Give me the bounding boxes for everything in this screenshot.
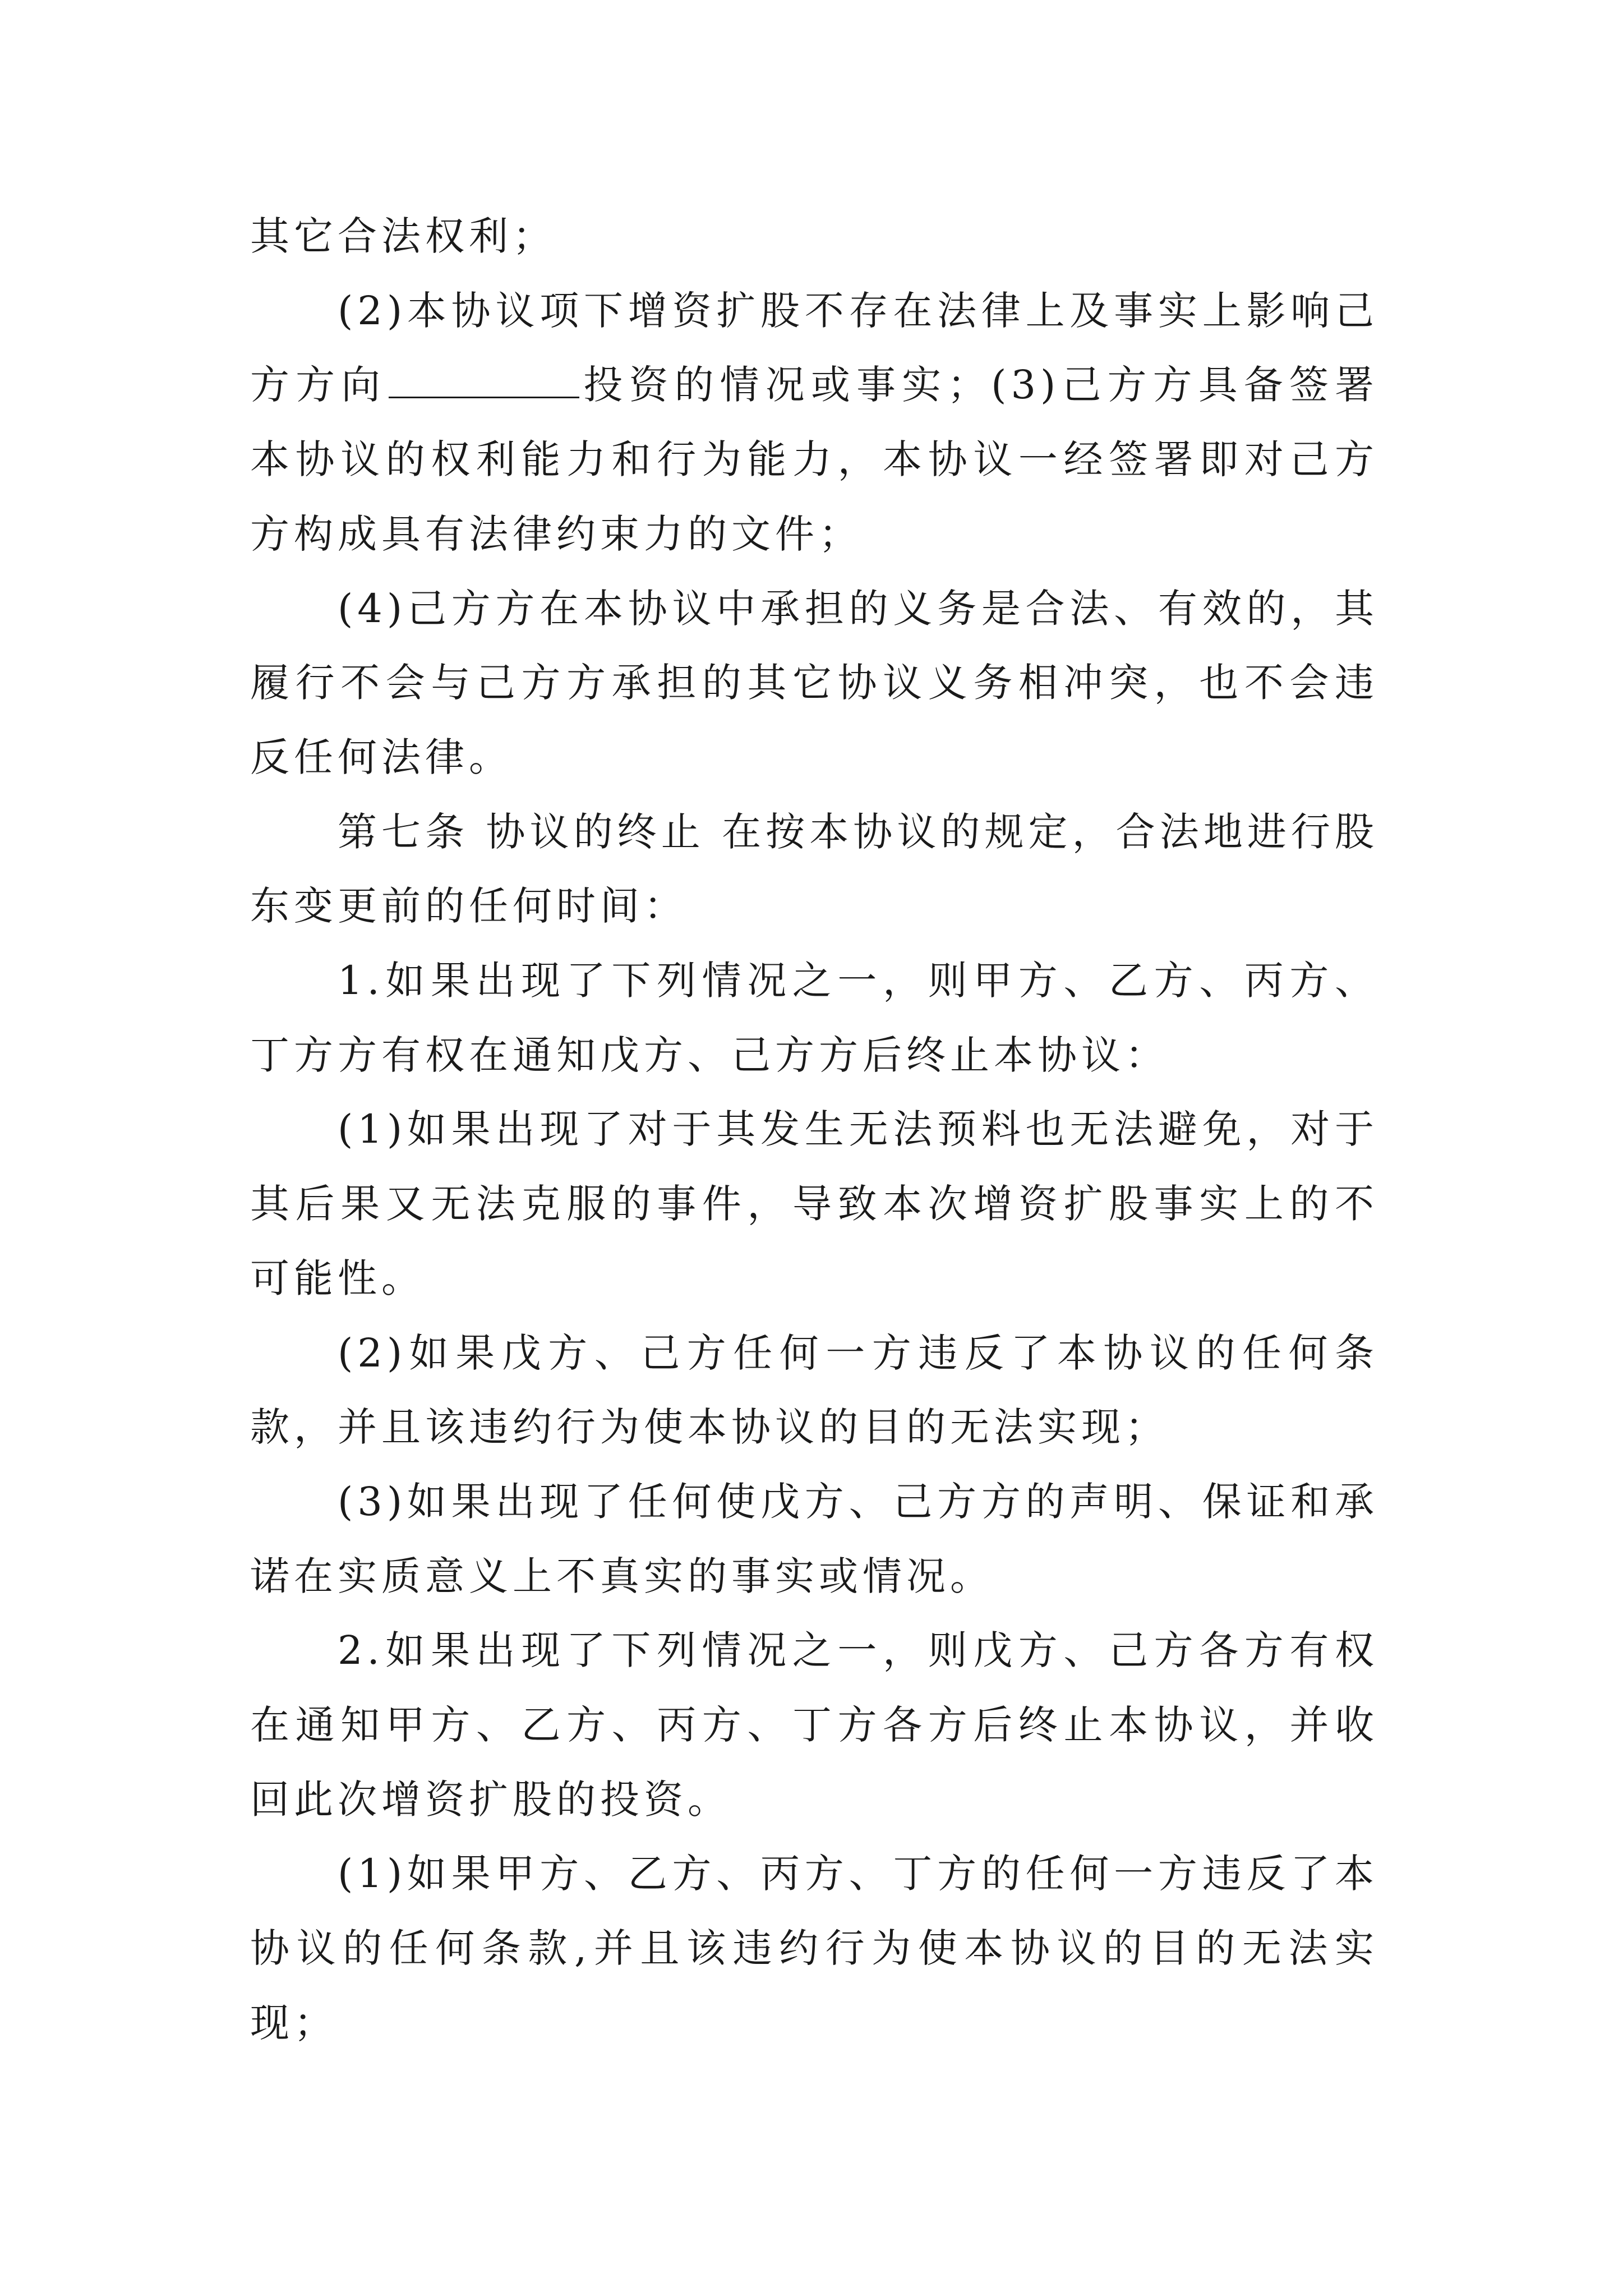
paragraph: 1.如果出现了下列情况之一，则甲方、乙方、丙方、丁方方有权在通知戊方、己方方后终止本协议： — [250, 958, 1378, 1078]
paragraph-text: (2)本协议项下增资扩股不存在法律上及事实上影响己方方向 — [250, 287, 1378, 408]
paragraph — [250, 274, 1378, 572]
paragraph: (3)如果出现了任何使戊方、己方方的声明、保证和承诺在实质意义上不真实的事实或情况。 — [250, 1478, 1378, 1599]
paragraph: 其它合法权利； — [250, 213, 556, 259]
paragraph: (2)如果戊方、己方任何一方违反了本协议的任何条款，并且该违约行为使本协议的目的无法实现； — [250, 1329, 1378, 1451]
paragraph: (4)己方方在本协议中承担的义务是合法、有效的，其履行不会与己方方承担的其它协议义务相冲突，也不会违反任何法律。 — [250, 585, 1378, 780]
paragraph: (1)如果甲方、乙方、丙方、丁方的任何一方违反了本协议的任何条款,并且该违约行为使本协议的目的无法实现； — [250, 1851, 1378, 2046]
fill-in-blank — [389, 364, 579, 398]
article-heading-paragraph: 第七条 协议的终止 在按本协议的规定，合法地进行股东变更前的任何时间： — [250, 808, 1378, 930]
paragraph: (1)如果出现了对于其发生无法预料也无法避免，对于其后果又无法克服的事件，导致本次增资扩股事实上的不可能性。 — [250, 1106, 1378, 1301]
document-body — [250, 199, 1378, 2060]
paragraph-text: 投资的情况或事实；(3)己方方具备签署本协议的权利能力和行为能力，本协议一经签署即对己方方构成具有法律约束力的文件； — [250, 362, 1379, 557]
paragraph: 2.如果出现了下列情况之一，则戊方、己方各方有权在通知甲方、乙方、丙方、丁方各方后终止本协议，并收回此次增资扩股的投资。 — [250, 1627, 1378, 1823]
